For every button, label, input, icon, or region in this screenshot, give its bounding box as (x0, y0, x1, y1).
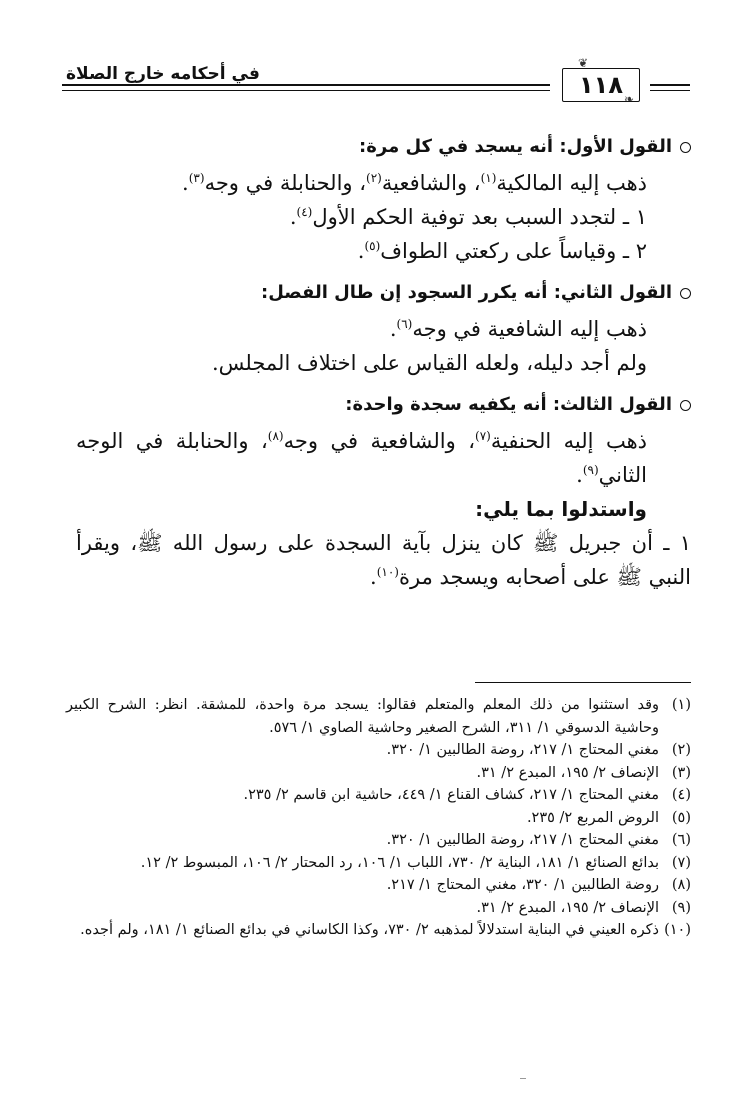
footnote-text: روضة الطالبين ١/ ٣٢٠، مغني المحتاج ١/ ٢١٧. (386, 877, 659, 893)
footnote-ref[interactable]: (٨) (267, 429, 284, 443)
footnote-text: الإنصاف ٢/ ١٩٥، المبدع ٢/ ٣١. (476, 899, 659, 916)
paragraph: ذهب إليه الحنفية$^{(٧)}$، والشافعية في وجه$^{(٨)}$، والحنابلة في الوجه الثاني$^{(٩)}$. (76, 429, 647, 487)
footnote-number: (٩) (671, 899, 691, 916)
heading-text: القول الثالث: أنه يكفيه سجدة واحدة: (345, 394, 672, 415)
footnote-number: (٢) (671, 742, 691, 758)
footnote-text: ذكره العيني في البناية استدلالاً لمذهبه ٢/ ٧٣٠، وكذا الكاساني في بدائع الصنائع ١/ ١٨١، ولم أجده. (80, 922, 659, 938)
footnote-number: (٦) (671, 832, 691, 848)
footnote-text: مغني المحتاج ١/ ٢١٧، كشاف القناع ١/ ٤٤٩، حاشية ابن قاسم ٢/ ٢٣٥. (243, 787, 659, 803)
footnote-ref[interactable]: (٧) (475, 429, 491, 443)
ornament-icon: ❦ (577, 56, 588, 70)
footnote (66, 784, 691, 807)
footnote-number: (٨) (671, 877, 691, 893)
footnote (66, 852, 691, 875)
paragraph: ذهب إليه المالكية$^{(١)}$، والشافعية$^{(٢)}$، والحنابلة في وجه$^{(٣)}$. (182, 171, 647, 195)
footnote-number: (١٠) (664, 922, 691, 938)
section-heading-first (76, 132, 691, 162)
footnote-text: الروض المربع ٢/ ٢٣٥. (526, 809, 659, 826)
running-title: في أحكامه خارج الصلاة (62, 64, 266, 84)
circle-bullet-icon (680, 288, 691, 299)
heading-text: القول الأول: أنه يسجد في كل مرة: (359, 136, 672, 157)
circle-bullet-icon (680, 142, 691, 153)
footnote-ref[interactable]: (٤) (296, 205, 313, 219)
page-number: ١١٨ (579, 71, 623, 99)
section-heading-third (76, 390, 691, 420)
footnote-text: مغني المحتاج ١/ ٢١٧، روضة الطالبين ١/ ٣٢٠. (386, 832, 659, 848)
footnote-text: وقد استثنوا من ذلك المعلم والمتعلم فقالوا: يسجد مرة واحدة، للمشقة. انظر: الشرح الكبير وحاشية الدسوقي ١/ ٣١١، الشرح الصغير وحاشية الصاوي ١/ ٥٧٦. (66, 697, 659, 736)
list-item: ٢ ـ وقياساً على ركعتي الطواف$^{(٥)}$. (357, 239, 647, 263)
evidence-item: ١ ـ أن جبريل ﷺ كان ينزل بآية السجدة على رسول الله ﷺ، ويقرأ النبي ﷺ على أصحابه ويسجد مرة$^{(١٠)}$. (76, 531, 691, 589)
footnotes (66, 694, 691, 942)
footnote (66, 897, 691, 920)
footnote (66, 829, 691, 852)
footnote-number: (٥) (671, 809, 691, 826)
footnote-ref[interactable]: (١) (480, 171, 497, 185)
footnote (66, 694, 691, 739)
footnote (66, 807, 691, 830)
heading-text: القول الثاني: أنه يكرر السجود إن طال الفصل: (261, 282, 672, 303)
paragraph: ذهب إليه الشافعية في وجه$^{(٦)}$. (389, 317, 647, 341)
footnote-text: مغني المحتاج ١/ ٢١٧، روضة الطالبين ١/ ٣٢٠. (386, 742, 659, 758)
header-rule-right (650, 84, 690, 91)
footnote-ref[interactable]: (٦) (396, 317, 413, 331)
footnote-separator (475, 682, 691, 683)
footnote (66, 762, 691, 785)
footnote-ref[interactable]: (٩) (582, 463, 599, 477)
header-rule-thin (62, 90, 550, 91)
footnote-number: (١) (671, 697, 691, 713)
footnote (66, 919, 691, 942)
footnote-text: بدائع الصنائع ١/ ١٨١، البناية ٢/ ٧٣٠، اللباب ١/ ١٠٦، رد المحتار ٢/ ١٠٦، المبسوط ٢/ ١٢. (140, 854, 659, 871)
page-header (62, 56, 690, 108)
footnote-ref[interactable]: (٢) (366, 171, 382, 185)
footnote (66, 874, 691, 897)
footnote-ref[interactable]: (٥) (364, 239, 381, 253)
paragraph: ولم أجد دليله، ولعله القياس على اختلاف المجلس. (211, 351, 647, 375)
footnote (66, 739, 691, 762)
main-text (76, 128, 691, 594)
page-mark (520, 1078, 526, 1081)
circle-bullet-icon (680, 400, 691, 411)
header-rule (62, 84, 550, 86)
footnote-number: (٣) (671, 764, 691, 781)
footnote-text: الإنصاف ٢/ ١٩٥، المبدع ٢/ ٣١. (476, 764, 659, 781)
footnote-ref[interactable]: (١٠) (376, 565, 399, 579)
footnote-ref[interactable]: (٣) (188, 171, 205, 185)
ornament-icon: ❧ (623, 92, 634, 106)
list-item: ١ ـ لتجدد السبب بعد توفية الحكم الأول$^{(٤)}$. (289, 205, 647, 229)
footnote-number: (٧) (671, 854, 691, 871)
evidence-heading: واستدلوا بما يلي: (475, 497, 647, 521)
section-heading-second (76, 278, 691, 308)
footnote-number: (٤) (671, 787, 691, 803)
